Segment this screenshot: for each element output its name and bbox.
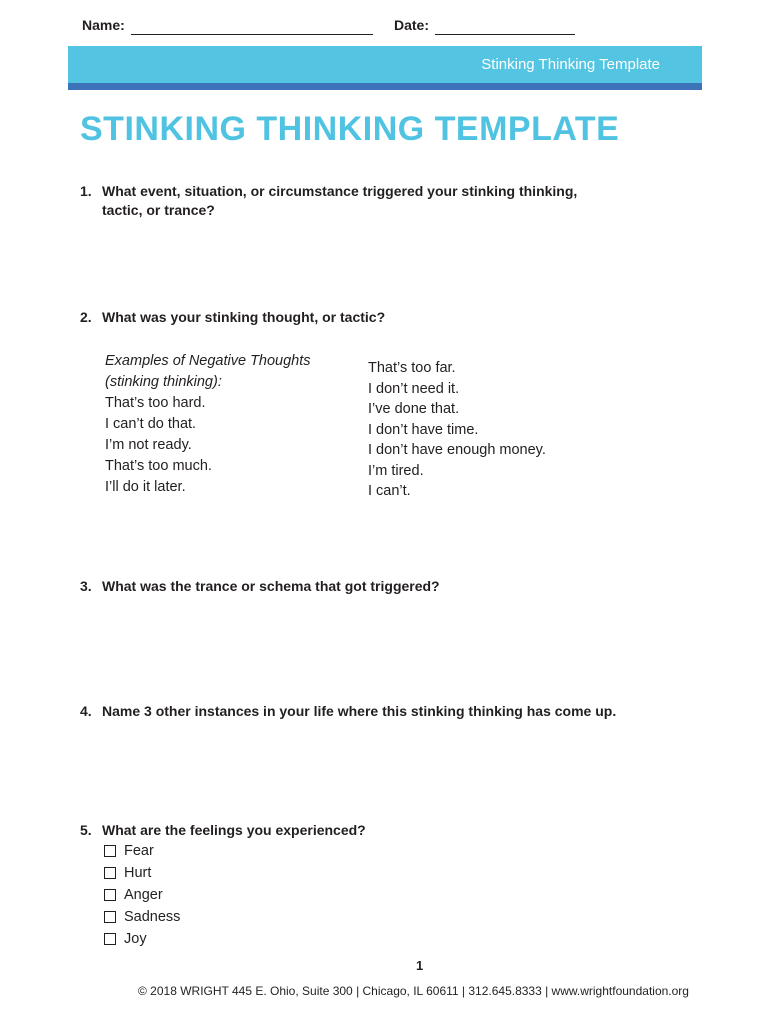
date-field[interactable] [394,17,575,35]
question-number: 3. [80,578,92,594]
feeling-option-anger[interactable] [104,887,163,903]
question-2 [80,309,385,325]
question-number: 1. [80,183,92,199]
feeling-label: Fear [124,843,154,859]
example-item: That’s too hard. [105,395,206,411]
name-field[interactable] [82,17,373,35]
checkbox[interactable] [104,889,116,901]
checkbox[interactable] [104,911,116,923]
example-item: That’s too much. [105,458,212,474]
question-1 [80,183,577,218]
feeling-option-sadness[interactable] [104,909,180,925]
example-item: I’ve done that. [368,401,460,417]
example-item: I can’t do that. [105,416,197,432]
question-text-cont: tactic, or trance? [102,202,215,218]
checkbox[interactable] [104,845,116,857]
question-number: 5. [80,822,92,838]
examples-right [368,358,546,502]
question-text: What are the feelings you experienced? [102,822,366,838]
example-item: I’m not ready. [105,437,192,453]
question-text: Name 3 other instances in your life where this stinking thinking has come up. [102,703,617,719]
question-number: 2. [80,309,92,325]
feeling-label: Anger [124,887,163,903]
examples-left [105,351,311,498]
banner-title: Stinking Thinking Template [481,56,660,73]
page-title: STINKING THINKING TEMPLATE [80,110,620,148]
checkbox[interactable] [104,867,116,879]
page-number: 1 [416,958,424,973]
example-item: I don’t have time. [368,421,479,438]
example-item: I don’t need it. [368,380,460,397]
question-text: What was your stinking thought, or tactic? [102,309,386,325]
feeling-option-fear[interactable] [104,843,154,859]
example-item: I don’t have enough money. [368,442,546,458]
feeling-label: Joy [124,931,147,947]
banner-stripe [68,83,702,90]
header-banner [68,46,702,83]
name-label: Name: [82,17,125,33]
feeling-option-hurt[interactable] [104,865,151,881]
feeling-option-joy[interactable] [104,931,147,947]
example-item: I’ll do it later. [105,479,186,495]
question-text: What event, situation, or circumstance triggered your stinking thinking, [102,183,578,199]
date-line[interactable] [435,20,575,35]
checkbox[interactable] [104,933,116,945]
question-5 [80,822,366,838]
examples-subheading: (stinking thinking): [105,374,222,390]
name-line[interactable] [131,20,373,35]
example-item: I’m tired. [368,462,424,479]
examples-heading: Examples of Negative Thoughts [105,353,311,369]
question-text: What was the trance or schema that got triggered? [102,578,440,594]
feeling-label: Hurt [124,865,152,881]
footer-text: © 2018 WRIGHT 445 E. Ohio, Suite 300 | Chicago, IL 60611 | 312.645.8333 | www.wrightfoundation.org [138,984,689,998]
question-4 [80,703,616,719]
question-number: 4. [80,703,92,719]
example-item: That’s too far. [368,360,456,376]
question-3 [80,578,440,594]
example-item: I can’t. [368,483,411,499]
feeling-label: Sadness [124,909,181,925]
date-label: Date: [394,17,430,33]
